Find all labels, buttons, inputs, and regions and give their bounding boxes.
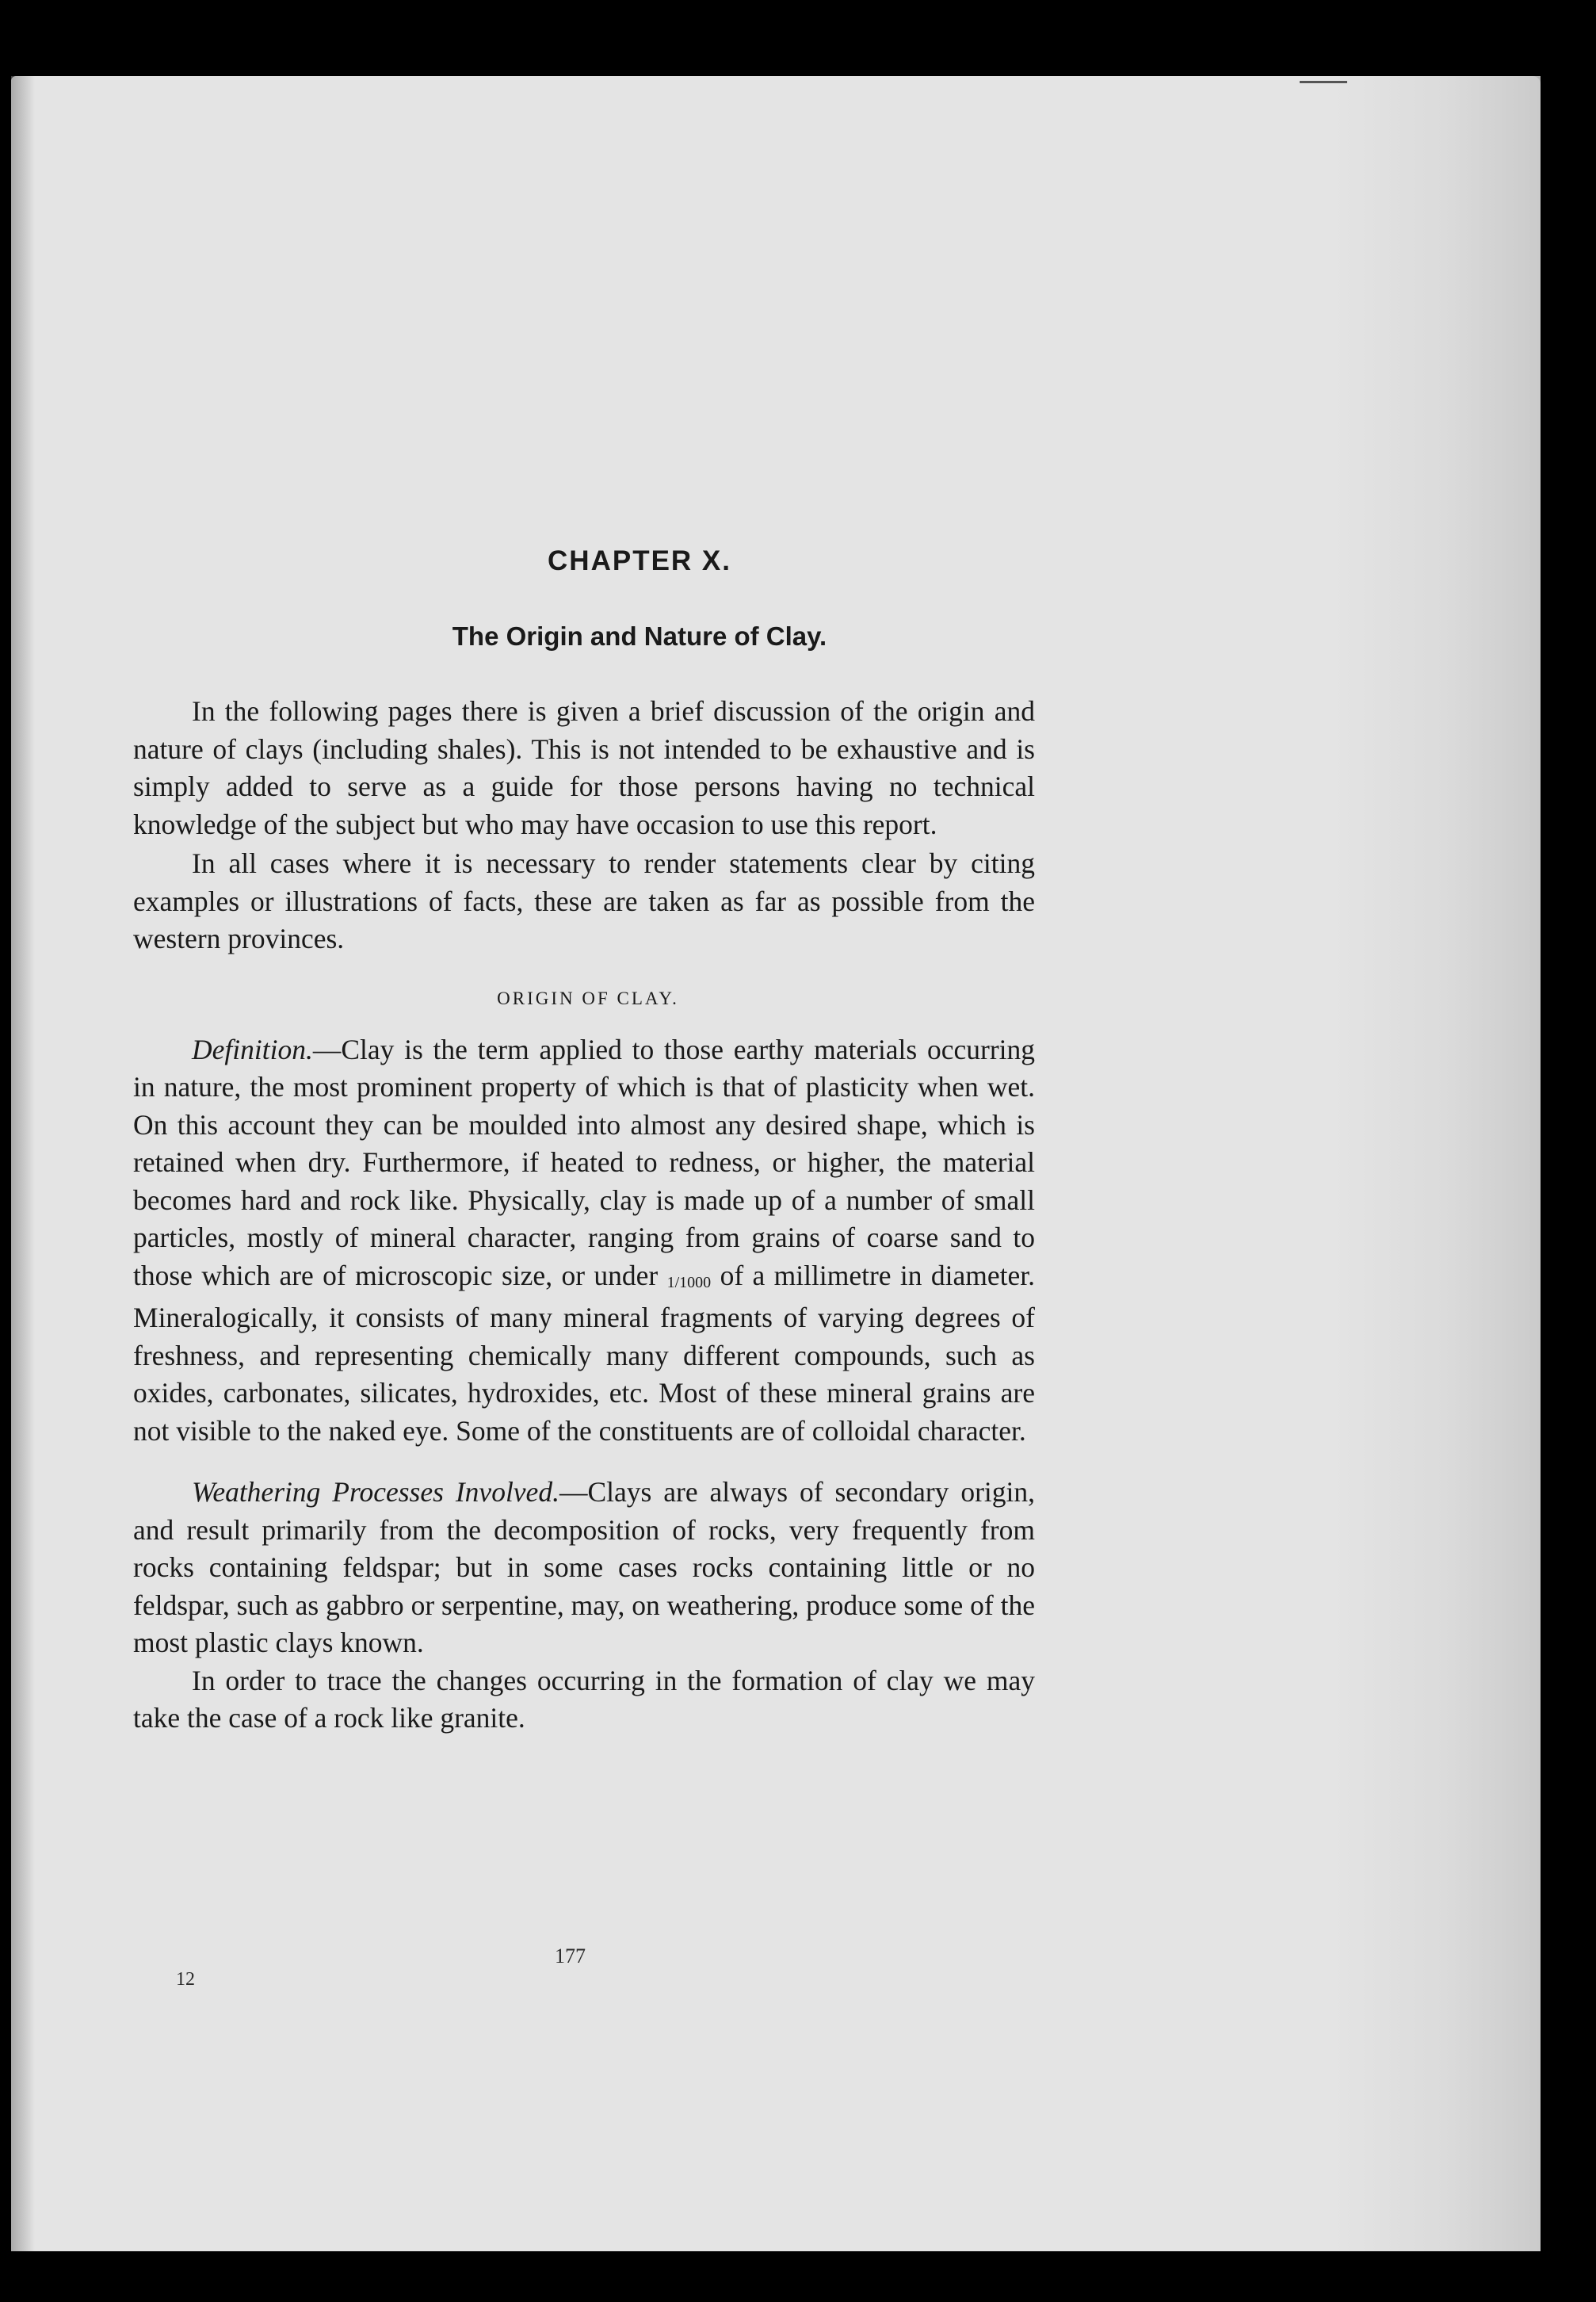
- chapter-title: CHAPTER X.: [548, 545, 731, 576]
- intro-paragraph: In all cases where it is necessary to render statements clear by citing examples or illustrations of facts, these are taken as far as possible from the western provinces.: [133, 847, 1035, 954]
- fraction: 1/1000: [666, 1273, 712, 1291]
- scan-border-right: [1541, 76, 1596, 2302]
- signature-mark: 12: [176, 1969, 195, 1990]
- intro-paragraph: In the following pages there is given a brief discussion of the origin and nature of clays (including shales). This is not intended to be exhaustive and is simply added to serve as a guide for those persons having no technical knowledge of the subject but who may have occasion to use this report.: [133, 695, 1035, 840]
- weathering-paragraph: [133, 1474, 1035, 1662]
- weathering-paragraph-2: In order to trace the changes occurring in the formation of clay we may take the case of a rock like granite.: [133, 1664, 1035, 1734]
- section-heading: ORIGIN OF CLAY.: [497, 988, 679, 1008]
- page-content: [133, 523, 1035, 1738]
- definition-label: Definition.: [192, 1033, 313, 1065]
- weathering-text: —Clays are always of secondary origin, and result primarily from the decomposition of rocks, very frequently from rocks containing feldspar; but in some cases rocks containing little or no feldspar, such as gabbro or serpentine, may, on weathering, produce some of the most plastic clays known.: [133, 1476, 1035, 1658]
- chapter-subtitle: The Origin and Nature of Clay.: [452, 621, 827, 651]
- definition-paragraph: [133, 1031, 1035, 1451]
- page-edge-mark: [1300, 81, 1347, 83]
- weathering-label: Weathering Processes Involved.: [192, 1476, 559, 1508]
- page-number: 177: [555, 1944, 586, 1967]
- definition-text: —Clay is the term applied to those earthy materials occurring in nature, the most prominent property of which is that of plasticity when wet. On this account they can be moulded into almost any desired shape, which is retained when dry. Furthermore, if heated to redness, or higher, the material becomes hard and rock like. Physically, clay is made up of a number of small particles, mostly of mineral character, ranging from grains of coarse sand to those which are of microscopic size, or under: [133, 1033, 1035, 1291]
- gutter-shadow: [11, 76, 35, 2251]
- definition-text-continued: of a millimetre in diameter. Mineralogically, it consists of many mineral fragments of varying degrees of freshness, and representing chemically many different compounds, such as oxides, carbonates, silicates, hydroxides, etc. Most of these mineral grains are not visible to the naked eye. Some of the constituents are of colloidal character.: [133, 1259, 1036, 1447]
